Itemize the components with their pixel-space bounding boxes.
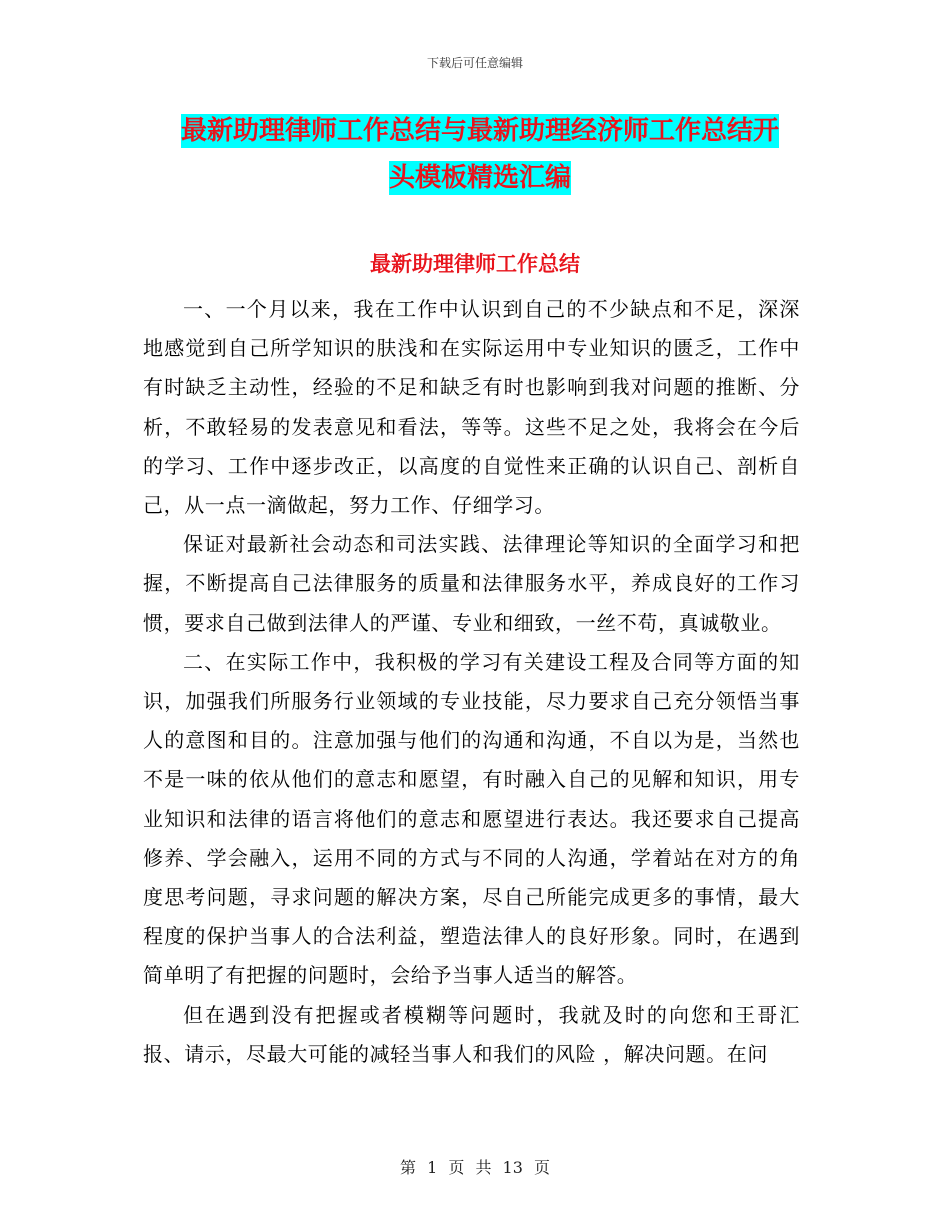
section-title: 最新助理律师工作总结 (370, 252, 580, 276)
document-title-line-2: 头模板精选汇编 (388, 163, 571, 193)
document-title (150, 108, 810, 202)
paragraph: 二、在实际工作中，我积极的学习有关建设工程及合同等方面的知识，加强我们所服务行业领域的专业技能，尽力要求自己充分领悟当事人的意图和目的。注意加强与他们的沟通和沟通，不自以为是，当然也不是一味的依从他们的意志和愿望，有时融入自己的见解和知识，用专业知识和法律的语言将他们的意志和愿望进行表达。我还要求自己提高修养、学会融入，运用不同的方式与不同的人沟通，学着站在对方的角度思考问题，寻求问题的解决方案，尽自己所能完成更多的事情，最大程度的保护当事人的合法利益，塑造法律人的良好形象。同时，在遇到简单明了有把握的问题时，会给予当事人适当的解答。 (143, 649, 800, 988)
paragraph: 一、一个月以来，我在工作中认识到自己的不少缺点和不足，深深地感觉到自己所学知识的肤浅和在实际运用中专业知识的匮乏，工作中有时缺乏主动性，经验的不足和缺乏有时也影响到我对问题的推断、分析，不敢轻易的发表意见和看法，等等。这些不足之处，我将会在今后的学习、工作中逐步改正，以高度的自觉性来正确的认识自己、剖析自己，从一点一滴做起，努力工作、仔细学习。 (143, 297, 800, 518)
page-footer: 第 1 页 共 13 页 (400, 1158, 550, 1177)
paragraph: 保证对最新社会动态和司法实践、法律理论等知识的全面学习和把握，不断提高自己法律服务的质量和法律服务水平，养成良好的工作习惯，要求自己做到法律人的严谨、专业和细致，一丝不苟，真诚敬业。 (143, 532, 800, 635)
paragraph: 但在遇到没有把握或者模糊等问题时，我就及时的向您和王哥汇报、请示，尽最大可能的减轻当事人和我们的风险 ，解决问题。在问 (143, 1002, 800, 1066)
header-note: 下载后可任意编辑 (426, 56, 523, 70)
document-title-line-1: 最新助理律师工作总结与最新助理经济师工作总结开 (180, 116, 779, 146)
body-text (143, 290, 800, 1074)
